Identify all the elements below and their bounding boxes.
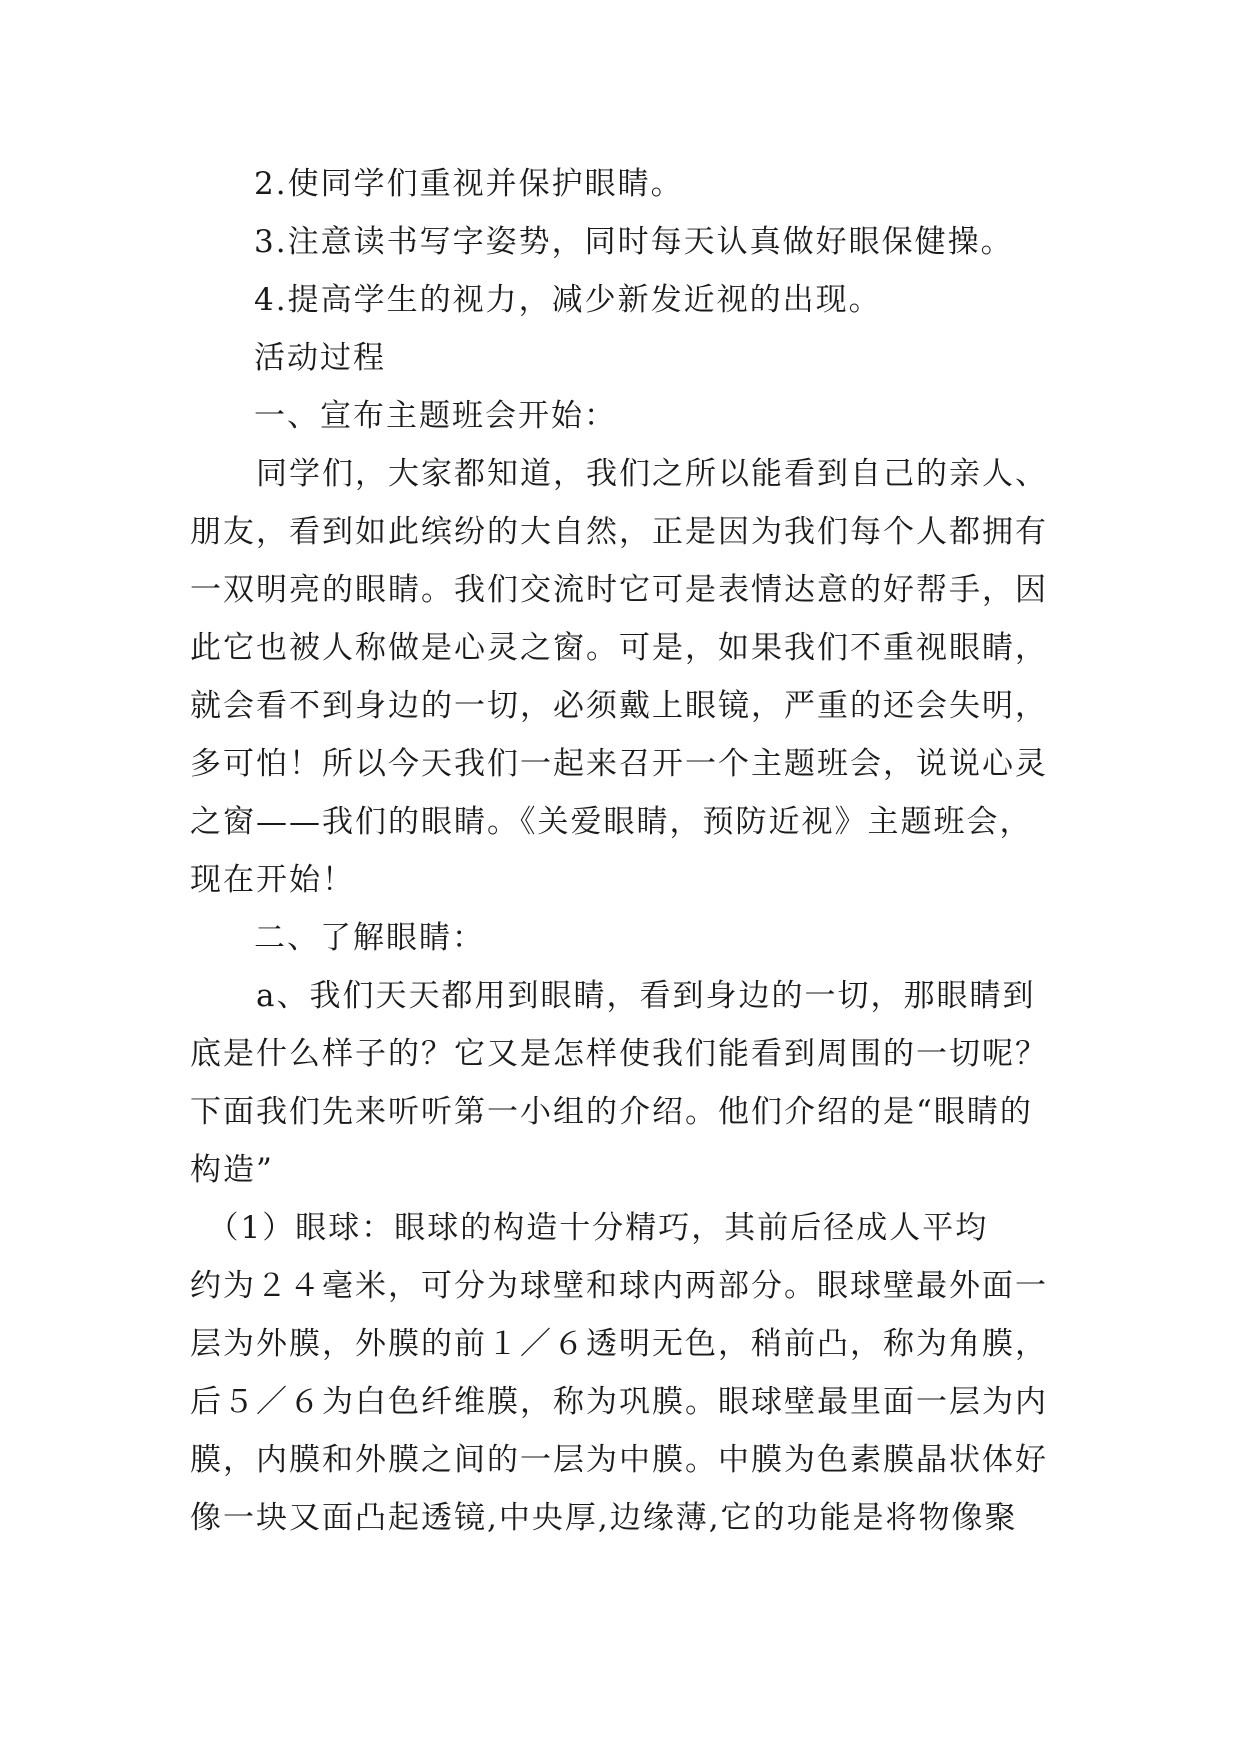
body-text: [190, 155, 1070, 1547]
paragraph-goal-2: [190, 155, 1070, 213]
text-line: 下面我们先来听听第一小组的介绍。他们介绍的是“眼睛的: [190, 1094, 1033, 1130]
paragraph-section-a: [190, 967, 1070, 1199]
text-line: 朋友，看到如此缤纷的大自然，正是因为我们每个人都拥有: [190, 514, 1048, 550]
text-line: 后５／６为白色纤维膜，称为巩膜。眼球壁最里面一层为内: [190, 1384, 1048, 1420]
text-line: 之窗——我们的眼睛。《关爱眼睛，预防近视》主题班会，: [190, 804, 1033, 840]
text-line: 多可怕！所以今天我们一起来召开一个主题班会，说说心灵: [190, 746, 1048, 782]
text-line: 活动过程: [254, 340, 386, 376]
paragraph-eyeball: [190, 1199, 1070, 1547]
paragraph-goal-4: [190, 271, 1070, 329]
text-line: 构造”: [190, 1152, 274, 1188]
text-line: 二、了解眼睛：: [254, 920, 485, 956]
text-line: 像一块又面凸起透镜,中央厚,边缘薄,它的功能是将物像聚: [190, 1500, 1018, 1536]
text-line: 层为外膜，外膜的前１／６透明无色，稍前凸，称为角膜，: [190, 1326, 1048, 1362]
paragraph-intro: [190, 445, 1070, 909]
text-line: 现在开始！: [190, 862, 355, 898]
text-line: 膜，内膜和外膜之间的一层为中膜。中膜为色素膜晶状体好: [190, 1442, 1048, 1478]
text-line: 同学们，大家都知道，我们之所以能看到自己的亲人、: [190, 456, 1048, 492]
paragraph-heading-one: [190, 387, 1070, 445]
text-line: 一双明亮的眼睛。我们交流时它可是表情达意的好帮手，因: [190, 572, 1048, 608]
text-line: 2.使同学们重视并保护眼睛。: [254, 166, 684, 202]
text-line: a、我们天天都用到眼睛，看到身边的一切，那眼睛到: [190, 978, 1036, 1014]
paragraph-goal-3: [190, 213, 1070, 271]
text-line: 此它也被人称做是心灵之窗。可是，如果我们不重视眼睛，: [190, 630, 1048, 666]
text-line: 底是什么样子的？它又是怎样使我们能看到周围的一切呢？: [190, 1036, 1048, 1072]
text-line: （1）眼球：眼球的构造十分精巧，其前后径成人平均: [190, 1210, 989, 1246]
text-line: 4.提高学生的视力，减少新发近视的出现。: [254, 282, 882, 318]
text-line: 就会看不到身边的一切，必须戴上眼镜，严重的还会失明，: [190, 688, 1048, 724]
paragraph-heading-two: [190, 909, 1070, 967]
text-line: 约为２４毫米，可分为球壁和球内两部分。眼球壁最外面一: [190, 1268, 1048, 1304]
text-line: 一、宣布主题班会开始：: [254, 398, 617, 434]
text-line: 3.注意读书写字姿势，同时每天认真做好眼保健操。: [254, 224, 1014, 260]
paragraph-heading-process: [190, 329, 1070, 387]
